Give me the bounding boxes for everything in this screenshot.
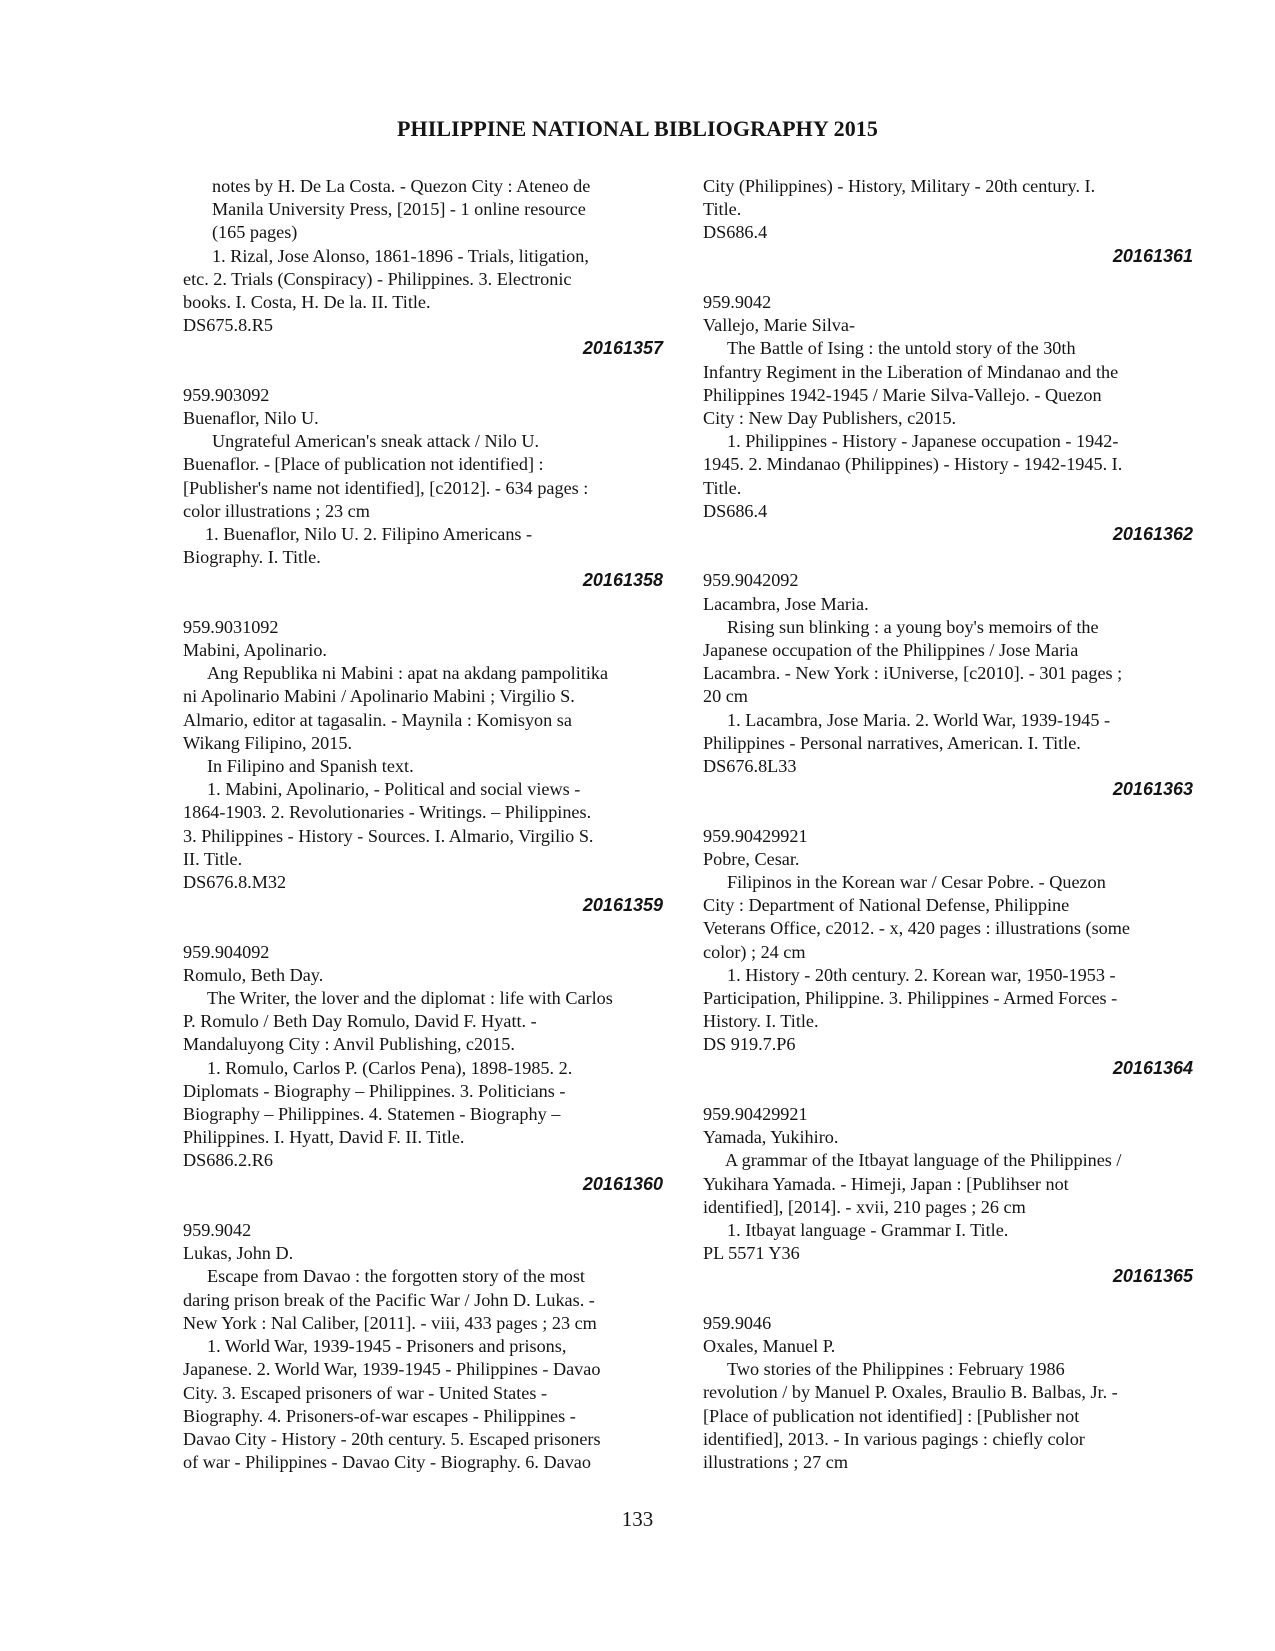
entry-author: Oxales, Manuel P. (703, 1336, 836, 1357)
entry-text: (165 pages) (212, 222, 298, 243)
entry-title: identified], 2013. - In various pagings : chiefly color (703, 1428, 1085, 1449)
entry-subject: 1945. 2. Mindanao (Philippines) - History - 1942-1945. I. (703, 454, 1123, 475)
entry-class-number: 959.904092 (183, 941, 270, 962)
entry-title: Infantry Regiment in the Liberation of Mindanao and the (703, 361, 1119, 382)
entry-subject: Biography – Philippines. 4. Statemen - Biography – (183, 1104, 561, 1125)
entry-title: [Publisher's name not identified], [c2012]. - 634 pages : (183, 477, 589, 498)
entry-title: ni Apolinario Mabini / Apolinario Mabini ; Virgilio S. (183, 686, 575, 707)
entry-title: Japanese occupation of the Philippines / Jose Maria (703, 640, 1079, 661)
entry-title: Filipinos in the Korean war / Cesar Pobre. - Quezon (727, 872, 1106, 893)
entry-subject: books. I. Costa, H. De la. II. Title. (183, 292, 431, 313)
entry-subject: 1. Buenaflor, Nilo U. 2. Filipino Americans - (205, 524, 533, 545)
page-number: 133 (621, 1507, 654, 1531)
entry-subject: Japanese. 2. World War, 1939-1945 - Philippines - Davao (183, 1359, 601, 1380)
entry-subject: Davao City - History - 20th century. 5. Escaped prisoners (183, 1428, 601, 1449)
entry-title: Veterans Office, c2012. - x, 420 pages : illustrations (some (703, 918, 1130, 939)
entry-title: Ang Republika ni Mabini : apat na akdang pampolitika (207, 663, 609, 684)
entry-author: Vallejo, Marie Silva- (703, 315, 856, 336)
entry-call-number: DS675.8.R5 (183, 315, 273, 336)
entry-subject: Participation, Philippine. 3. Philippines - Armed Forces - (703, 988, 1118, 1009)
entry-subject: 1. Lacambra, Jose Maria. 2. World War, 1939-1945 - (727, 709, 1111, 730)
entry-subject: Biography. 4. Prisoners-of-war escapes - Philippines - (183, 1405, 576, 1426)
entry-title: Mandaluyong City : Anvil Publishing, c2015. (183, 1034, 515, 1055)
entry-title: 20 cm (703, 686, 748, 707)
entry-number: 20161359 (582, 895, 663, 916)
entry-class-number: 959.9031092 (183, 616, 279, 637)
entry-author: Romulo, Beth Day. (183, 964, 324, 985)
entry-title: Yukihara Yamada. - Himeji, Japan : [Publihser not (703, 1173, 1069, 1194)
entry-subject: Philippines. I. Hyatt, David F. II. Title. (183, 1127, 465, 1148)
entry-subject: 1864-1903. 2. Revolutionaries - Writings. – Philippines. (183, 802, 592, 823)
entry-class-number: 959.9046 (703, 1312, 772, 1333)
entry-title: Philippines 1942-1945 / Marie Silva-Vallejo. - Quezon (703, 384, 1102, 405)
entry-subject: Philippines - Personal narratives, American. I. Title. (703, 732, 1081, 753)
entry-title: Almario, editor at tagasalin. - Maynila : Komisyon sa (183, 709, 572, 730)
entry-subject: 1. Romulo, Carlos P. (Carlos Pena), 1898-1985. 2. (207, 1057, 573, 1078)
entry-title: Escape from Davao : the forgotten story of the most (207, 1266, 585, 1287)
entry-subject: 1. Rizal, Jose Alonso, 1861-1896 - Trials, litigation, (212, 245, 589, 266)
entry-title: A grammar of the Itbayat language of the Philippines / (725, 1150, 1122, 1171)
entry-title: Wikang Filipino, 2015. (183, 732, 353, 753)
entry-title: Buenaflor. - [Place of publication not identified] : (183, 454, 544, 475)
entry-text: Manila University Press, [2015] - 1 online resource (212, 199, 586, 220)
entry-subject: City (Philippines) - History, Military - 20th century. I. (703, 176, 1096, 196)
entry-title: revolution / by Manuel P. Oxales, Braulio B. Balbas, Jr. - (703, 1382, 1118, 1403)
entry-title: illustrations ; 27 cm (703, 1452, 848, 1473)
entry-class-number: 959.9042 (183, 1220, 252, 1241)
entry-title: daring prison break of the Pacific War / John D. Lukas. - (183, 1289, 595, 1310)
entry-subject: Biography. I. Title. (183, 547, 321, 568)
entry-subject: etc. 2. Trials (Conspiracy) - Philippines. 3. Electronic (183, 268, 572, 289)
entry-subject: 1. World War, 1939-1945 - Prisoners and prisons, (207, 1336, 567, 1357)
entry-title: [Place of publication not identified] : [Publisher not (703, 1405, 1080, 1426)
entry-subject: Title. (703, 199, 742, 220)
entry-number: 20161361 (1112, 245, 1193, 266)
entry-number: 20161365 (1112, 1266, 1193, 1287)
page-title: PHILIPPINE NATIONAL BIBLIOGRAPHY 2015 (396, 116, 879, 141)
entry-subject: History. I. Title. (703, 1011, 819, 1032)
entry-title: color) ; 24 cm (703, 941, 806, 962)
entry-note: In Filipino and Spanish text. (207, 756, 414, 777)
entry-author: Lukas, John D. (183, 1243, 294, 1264)
entry-subject: 3. Philippines - History - Sources. I. Almario, Virgilio S. (183, 825, 594, 846)
entry-author: Lacambra, Jose Maria. (703, 593, 869, 614)
entry-number: 20161363 (1112, 779, 1193, 800)
entry-subject: 1. Mabini, Apolinario, - Political and social views - (207, 779, 581, 800)
entry-subject: Title. (703, 477, 742, 498)
entry-number: 20161360 (582, 1173, 663, 1194)
entry-call-number: DS686.2.R6 (183, 1150, 273, 1171)
entry-call-number: DS676.8.M32 (183, 872, 287, 893)
entry-author: Yamada, Yukihiro. (703, 1127, 839, 1148)
entry-class-number: 959.90429921 (703, 1104, 808, 1125)
entry-call-number: DS676.8L33 (703, 756, 797, 777)
entry-subject: 1. Itbayat language - Grammar I. Title. (727, 1220, 1009, 1241)
entry-call-number: DS686.4 (703, 222, 768, 243)
entry-title: Ungrateful American's sneak attack / Nilo U. (212, 431, 540, 452)
entry-author: Mabini, Apolinario. (183, 640, 327, 661)
entry-title: color illustrations ; 23 cm (183, 500, 370, 521)
entry-class-number: 959.9042092 (703, 570, 799, 591)
entry-call-number: DS686.4 (703, 500, 768, 521)
entry-title: P. Romulo / Beth Day Romulo, David F. Hyatt. - (183, 1011, 537, 1032)
entry-title: New York : Nal Caliber, [2011]. - viii, 433 pages ; 23 cm (183, 1312, 597, 1333)
entry-class-number: 959.90429921 (703, 825, 808, 846)
left-column (183, 175, 663, 1474)
entry-author: Buenaflor, Nilo U. (183, 408, 319, 429)
entry-title: Rising sun blinking : a young boy's memoirs of the (727, 616, 1099, 637)
entry-number: 20161358 (582, 570, 663, 591)
entry-title: Lacambra. - New York : iUniverse, [c2010]. - 301 pages ; (703, 663, 1123, 684)
entry-subject: City. 3. Escaped prisoners of war - United States - (183, 1382, 547, 1403)
entry-number: 20161362 (1112, 524, 1193, 545)
entry-number: 20161357 (582, 338, 663, 359)
entry-title: City : New Day Publishers, c2015. (703, 408, 957, 429)
entry-title: City : Department of National Defense, Philippine (703, 895, 1070, 916)
right-column (703, 175, 1193, 1474)
entry-class-number: 959.9042 (703, 292, 772, 312)
entry-class-number: 959.903092 (183, 384, 270, 405)
entry-title: The Writer, the lover and the diplomat : life with Carlos (207, 988, 613, 1009)
entry-subject: of war - Philippines - Davao City - Biography. 6. Davao (183, 1452, 591, 1473)
entry-subject: II. Title. (183, 848, 243, 869)
entry-title: Two stories of the Philippines : February 1986 (727, 1359, 1065, 1380)
entry-number: 20161364 (1112, 1057, 1193, 1078)
entry-title: identified], [2014]. - xvii, 210 pages ; 26 cm (703, 1196, 1026, 1217)
entry-call-number: DS 919.7.P6 (703, 1034, 796, 1055)
entry-author: Pobre, Cesar. (703, 848, 800, 869)
entry-call-number: PL 5571 Y36 (703, 1243, 800, 1264)
entry-subject: 1. History - 20th century. 2. Korean war, 1950-1953 - (727, 964, 1116, 985)
entry-subject: 1. Philippines - History - Japanese occupation - 1942- (727, 431, 1119, 452)
entry-title: The Battle of Ising : the untold story of the 30th (727, 338, 1076, 359)
entry-text: notes by H. De La Costa. - Quezon City : Ateneo de (212, 176, 591, 196)
entry-subject: Diplomats - Biography – Philippines. 3. Politicians - (183, 1080, 566, 1101)
